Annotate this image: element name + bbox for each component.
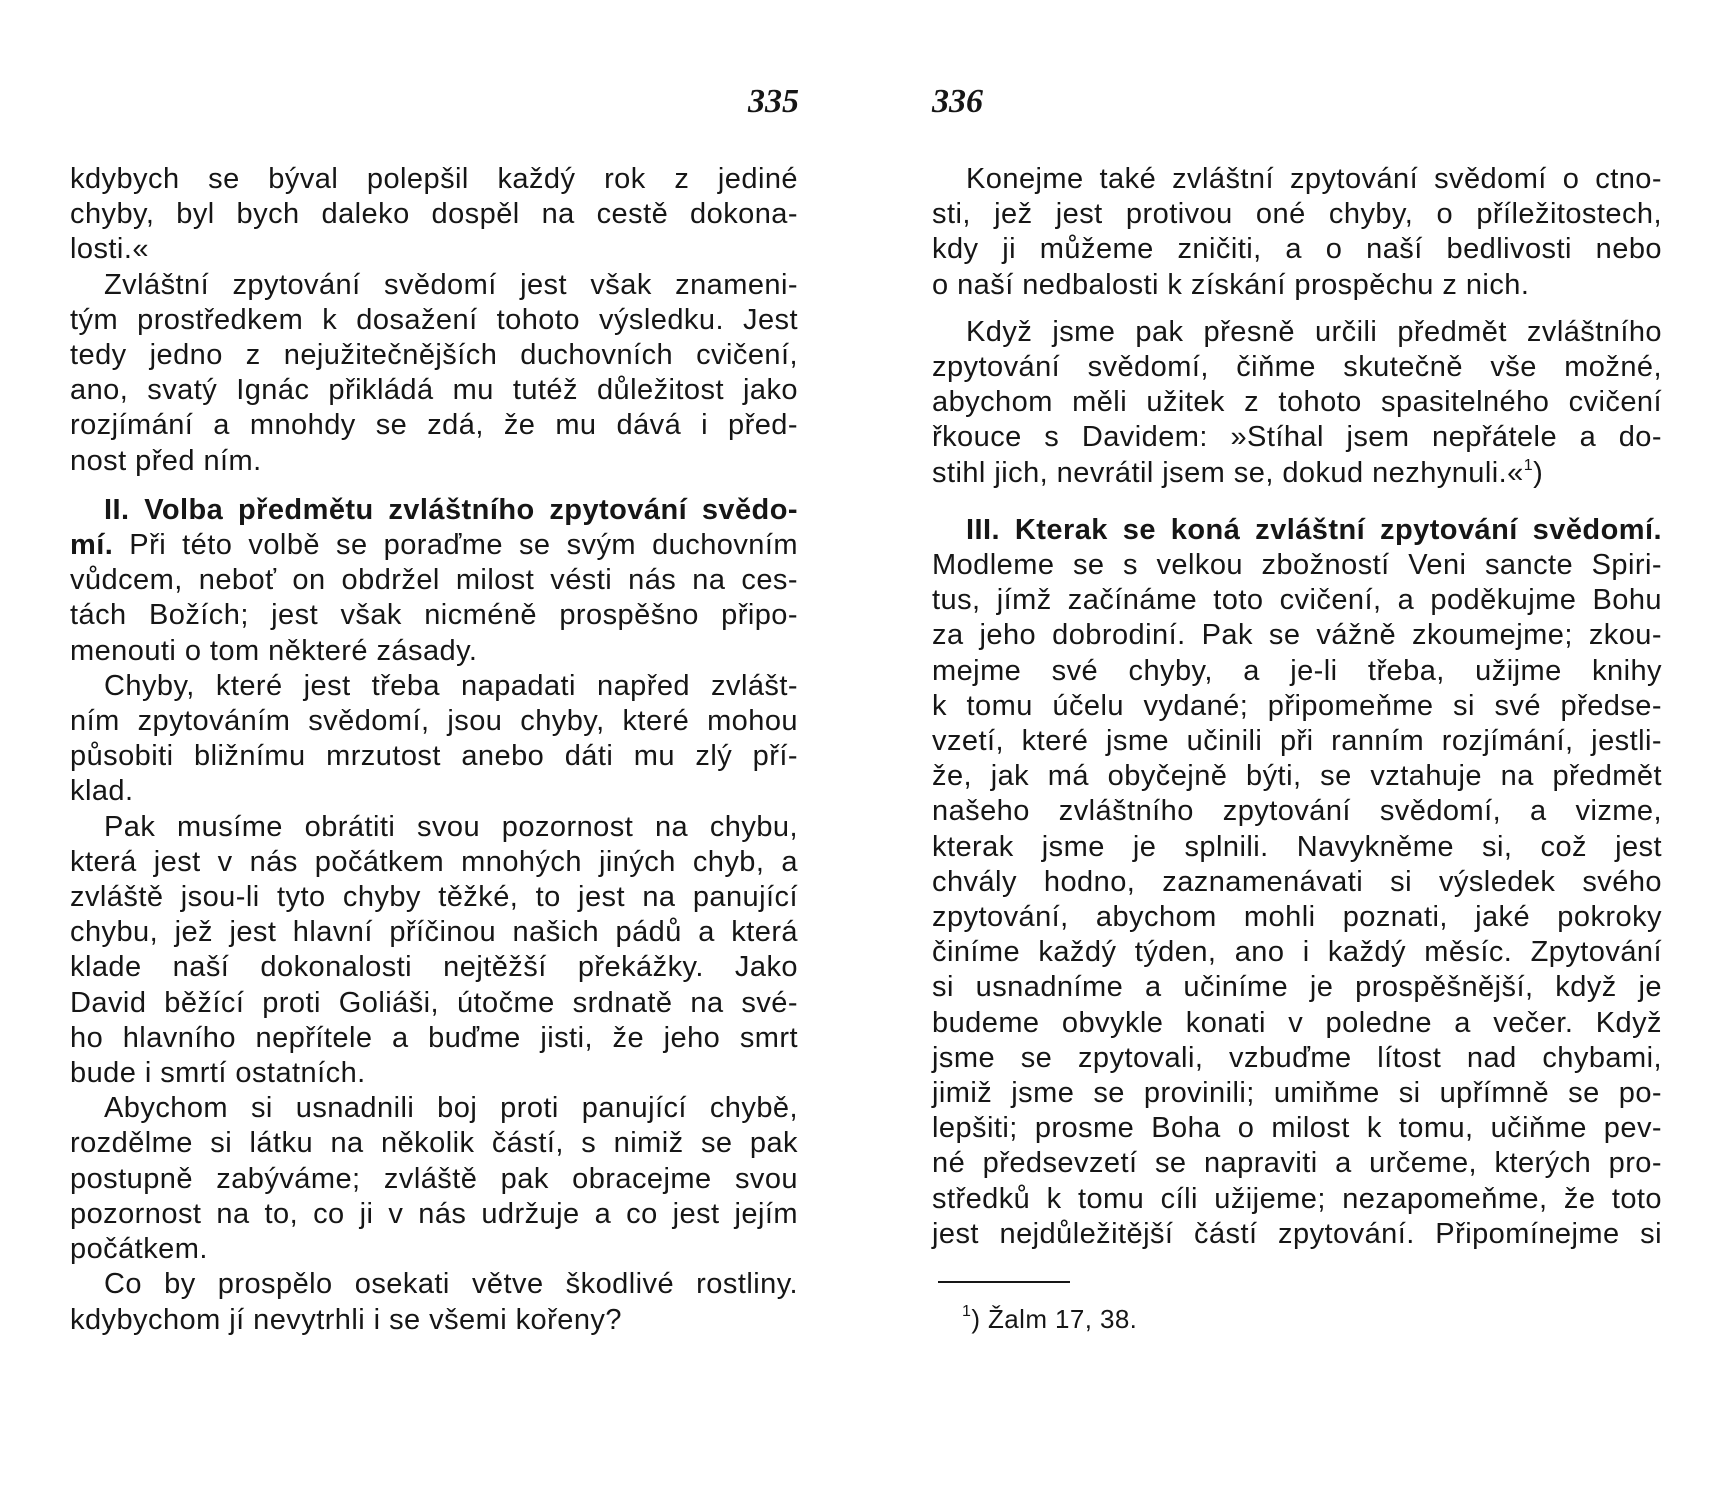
paragraph — [70, 268, 798, 479]
text-line: působiti bližnímu mrzutost anebo dáti mu zlý pří- — [70, 740, 798, 773]
paragraph — [70, 1267, 798, 1337]
text-line: našeho zvláštního zpytování svědomí, a vizme, — [932, 795, 1662, 828]
text-line: chvály hodno, zaznamenávati si výsledek svého — [932, 865, 1662, 898]
text-line — [932, 456, 1662, 491]
text-line: né předsevzetí se napraviti a určeme, kterých pro- — [932, 1147, 1662, 1180]
text-line: kterak jsme je splnili. Navykněme si, což jest — [932, 830, 1662, 863]
text-line: tým prostředkem k dosažení tohoto výsledku. Jest — [70, 303, 798, 336]
text-line: o naší nedbalosti k získání prospěchu z nich. — [932, 268, 1530, 301]
text-line: sti, jež jest protivou oné chyby, o příležitostech, — [932, 198, 1662, 231]
footnote-text: Žalm 17, 38. — [980, 1304, 1138, 1334]
right-page-text — [932, 162, 1662, 1252]
section-heading — [932, 513, 1662, 548]
text-line: jsme se zpytovali, vzbuďme lítost nad chybami, — [932, 1041, 1662, 1074]
text-line: Abychom si usnadnili boj proti panující chybě, — [104, 1092, 798, 1125]
text-line: rozjímání a mnohdy se zdá, že mu dává i před- — [70, 409, 798, 442]
section-heading — [70, 493, 798, 528]
text-line: postupně zabýváme; zvláště pak obracejme svou — [70, 1162, 798, 1195]
text-line: bude i smrtí ostatních. — [70, 1057, 366, 1090]
footnote-mark: 1 — [962, 1303, 972, 1320]
section-heading-tail: mí. — [70, 529, 114, 562]
footnote-ref-paren: ) — [1533, 456, 1544, 489]
text-line: kdybychom jí nevytrhli i se všemi kořeny? — [70, 1303, 622, 1336]
text-line: lepšiti; prosme Boha o milost k tomu, učiňme pev- — [932, 1112, 1662, 1145]
text-line: abychom měli užitek z tohoto spasitelného cvičení — [932, 386, 1662, 419]
text-line: počátkem. — [70, 1233, 208, 1266]
text-line: tedy jedno z nejužitečnějších duchovních cvičení, — [70, 339, 798, 372]
text-run: stihl jich, nevrátil jsem se, dokud nezhynuli.« — [932, 456, 1524, 489]
text-line: ho hlavního nepřítele a buďme jisti, že jeho smrt — [70, 1021, 798, 1054]
text-line — [70, 528, 798, 563]
text-run: Při této volbě se poraďme se svým duchovním — [113, 529, 798, 562]
footnote — [962, 1303, 1137, 1335]
section-heading-text: III. Kterak se koná zvláštní zpytování svědomí. — [966, 513, 1662, 546]
text-line: menouti o tom některé zásady. — [70, 634, 478, 667]
paragraph — [70, 669, 798, 810]
footnote-separator — [938, 1281, 1070, 1283]
section-heading-text: II. Volba předmětu zvláštního zpytování svědo- — [104, 493, 798, 526]
text-line: Co by prospělo osekati větve škodlivé rostliny. — [104, 1268, 798, 1301]
footnote-ref-mark: 1 — [1523, 456, 1534, 474]
text-line: ním zpytováním svědomí, jsou chyby, které mohou — [70, 705, 798, 738]
left-page-text — [70, 162, 798, 1338]
footnote-mark-paren: ) — [971, 1304, 981, 1334]
text-line: řkouce s Davidem: »Stíhal jsem nepřátele a do- — [932, 421, 1662, 454]
text-line: středků k tomu cíli užijeme; nezapomeňme, že toto — [932, 1182, 1662, 1215]
text-line: zpytování, abychom mohli poznati, jaké pokroky — [932, 901, 1662, 934]
text-line: budeme obvykle konati v poledne a večer. Když — [932, 1006, 1662, 1039]
text-line: losti.« — [70, 233, 149, 266]
text-line: vůdcem, neboť on obdržel milost vésti nás na ces- — [70, 564, 798, 597]
paragraph — [70, 810, 798, 1092]
section-three-paragraph — [932, 513, 1662, 1252]
text-line: kdybych se býval polepšil každý rok z jediné — [70, 163, 798, 195]
text-line: klade naší dokonalosti nejtěžší překážky. Jako — [70, 951, 798, 984]
paragraph — [70, 162, 798, 268]
text-line: vzetí, které jsme učinili při ranním rozjímání, jestli- — [932, 725, 1662, 758]
paragraph — [70, 1091, 798, 1267]
text-line: tách Božích; jest však nicméně prospěšno připo- — [70, 599, 798, 632]
text-line: chyby, byl bych daleko dospěl na cestě dokona- — [70, 198, 798, 231]
text-line: chybu, jež jest hlavní příčinou našich pádů a která — [70, 916, 798, 949]
text-line: pozornost na to, co ji v nás udržuje a co jest jejím — [70, 1197, 798, 1230]
text-line: Konejme také zvláštní zpytování svědomí o ctno- — [966, 163, 1662, 195]
text-line: jest nejdůležitější částí zpytování. Připomínejme si — [932, 1217, 1662, 1250]
text-line: Chyby, které jest třeba napadati napřed zvlášt- — [104, 669, 798, 702]
text-line: klad. — [70, 775, 134, 808]
text-line: která jest v nás počátkem mnohých jiných chyb, a — [70, 845, 798, 878]
text-line: tus, jímž začínáme toto cvičení, a poděkujme Bohu — [932, 584, 1662, 617]
text-line: ano, svatý Ignác přikládá mu tutéž důležitost jako — [70, 374, 798, 407]
text-line: Zvláštní zpytování svědomí jest však znameni- — [104, 268, 798, 301]
text-line: jimiž jsme se provinili; umiňme si upřímně se po- — [932, 1077, 1662, 1110]
page-number-right: 336 — [932, 83, 983, 120]
paragraph — [932, 162, 1662, 303]
text-line: si usnadníme a učiníme je prospěšnější, když je — [932, 971, 1662, 1004]
section-two-paragraph — [70, 493, 798, 669]
text-line: Pak musíme obrátiti svou pozornost na chybu, — [104, 810, 798, 843]
paragraph — [932, 315, 1662, 491]
text-line: k tomu účelu vydané; připomeňme si své předse- — [932, 689, 1662, 722]
text-line: za jeho dobrodiní. Pak se vážně zkoumejme; zkou- — [932, 619, 1662, 652]
text-line: činíme každý týden, ano i každý měsíc. Zpytování — [932, 936, 1662, 969]
text-line: zvláště jsou-li tyto chyby těžké, to jest na panující — [70, 881, 798, 914]
text-line: David běžící proti Goliáši, útočme srdnatě na své- — [70, 986, 798, 1019]
text-line: rozdělme si látku na několik částí, s nimiž se pak — [70, 1127, 798, 1160]
text-line: nost před ním. — [70, 444, 262, 477]
text-line: kdy ji můžeme zničiti, a o naší bedlivosti nebo — [932, 233, 1662, 266]
text-line: Modleme se s velkou zbožností Veni sancte Spiri- — [932, 549, 1662, 582]
text-line: zpytování svědomí, čiňme skutečně vše možné, — [932, 351, 1662, 384]
text-line: mejme své chyby, a je-li třeba, užijme knihy — [932, 654, 1662, 687]
text-line: Když jsme pak přesně určili předmět zvláštního — [966, 315, 1662, 348]
text-line: že, jak má obyčejně býti, se vztahuje na předmět — [932, 760, 1662, 793]
page-number-left: 335 — [748, 83, 799, 120]
